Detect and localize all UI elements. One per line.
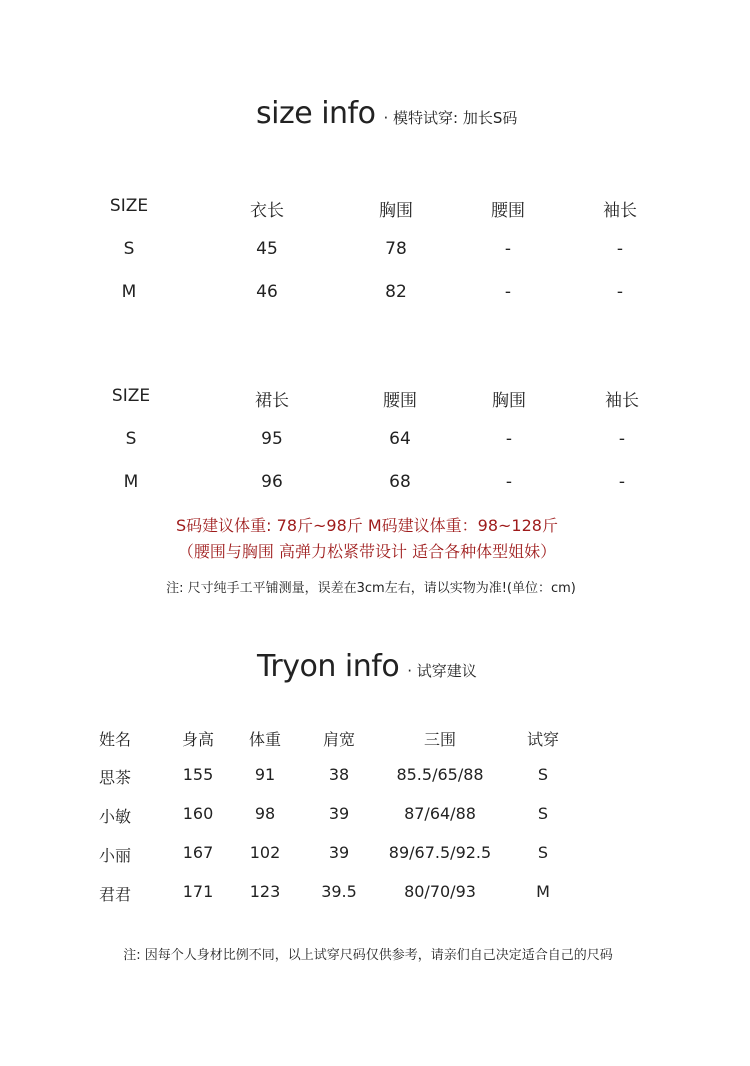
skirt-header-bust: 胸围 [492, 391, 526, 411]
table-cell: 155 [182, 765, 214, 784]
table-cell: S [123, 239, 135, 259]
top-header-size: SIZE [109, 196, 149, 216]
skirt-header-sleeve: 袖长 [605, 391, 639, 411]
table-cell: - [616, 239, 624, 259]
tryon-header-measurements: 三围 [423, 730, 457, 749]
table-cell: 85.5/65/88 [396, 765, 484, 784]
tryon-info-subtitle: · 试穿建议 [407, 662, 477, 680]
table-cell: 95 [261, 429, 283, 449]
table-cell: 45 [256, 239, 278, 259]
table-cell: 96 [261, 472, 283, 492]
table-cell: M [536, 882, 550, 901]
table-cell: 39 [328, 804, 350, 823]
tryon-header-name: 姓名 [98, 730, 132, 749]
tryon-header-shoulder: 肩宽 [322, 730, 356, 749]
table-cell: 64 [389, 429, 411, 449]
table-cell: 78 [385, 239, 407, 259]
table-cell: 38 [328, 765, 350, 784]
table-cell: S [125, 429, 137, 449]
table-cell: 小丽 [98, 846, 132, 865]
table-cell: 80/70/93 [404, 882, 476, 901]
skirt-header-size: SIZE [111, 386, 151, 406]
tryon-header-weight: 体重 [248, 730, 282, 749]
skirt-header-waist: 腰围 [383, 391, 417, 411]
top-header-length: 衣长 [250, 201, 284, 221]
tryon-info-heading [257, 649, 477, 684]
table-cell: - [504, 282, 512, 302]
size-info-subtitle: · 模特试穿: 加长S码 [383, 109, 518, 127]
table-cell: - [618, 472, 626, 492]
table-cell: 小敏 [98, 807, 132, 826]
table-cell: - [505, 472, 513, 492]
table-cell: 82 [385, 282, 407, 302]
top-header-sleeve: 袖长 [603, 201, 637, 221]
table-cell: 102 [249, 843, 281, 862]
measurement-note: 注: 尺寸纯手工平铺测量，误差在3cm左右，请以实物为准!(单位：cm) [166, 581, 576, 596]
table-cell: - [618, 429, 626, 449]
tryon-header-height: 身高 [181, 730, 215, 749]
table-cell: 39.5 [321, 882, 357, 901]
table-cell: S [537, 765, 549, 784]
table-cell: S [537, 804, 549, 823]
table-cell: 39 [328, 843, 350, 862]
weight-advice-line1: S码建议体重: 78斤~98斤 M码建议体重：98~128斤 [176, 516, 558, 535]
weight-advice-line2: （腰围与胸围 高弹力松紧带设计 适合各种体型姐妹） [177, 542, 557, 561]
table-cell: M [121, 282, 137, 302]
table-cell: 87/64/88 [404, 804, 476, 823]
table-cell: M [123, 472, 139, 492]
table-cell: 68 [389, 472, 411, 492]
tryon-note: 注: 因每个人身材比例不同，以上试穿尺码仅供参考，请亲们自己决定适合自己的尺码 [123, 948, 613, 963]
table-cell: 君君 [98, 885, 132, 904]
tryon-header-size: 试穿 [526, 730, 560, 749]
table-cell: - [504, 239, 512, 259]
table-cell: 思茶 [98, 768, 132, 787]
size-info-heading [256, 96, 517, 131]
table-cell: - [616, 282, 624, 302]
size-info-title: size info [256, 96, 376, 131]
table-cell: 98 [254, 804, 276, 823]
top-header-bust: 胸围 [379, 201, 413, 221]
tryon-info-title: Tryon info [257, 649, 400, 684]
table-cell: 123 [249, 882, 281, 901]
table-cell: 160 [182, 804, 214, 823]
table-cell: 167 [182, 843, 214, 862]
table-cell: - [505, 429, 513, 449]
top-header-waist: 腰围 [491, 201, 525, 221]
table-cell: 46 [256, 282, 278, 302]
table-cell: 89/67.5/92.5 [388, 843, 492, 862]
table-cell: 91 [254, 765, 276, 784]
table-cell: S [537, 843, 549, 862]
table-cell: 171 [182, 882, 214, 901]
skirt-header-length: 裙长 [255, 391, 289, 411]
